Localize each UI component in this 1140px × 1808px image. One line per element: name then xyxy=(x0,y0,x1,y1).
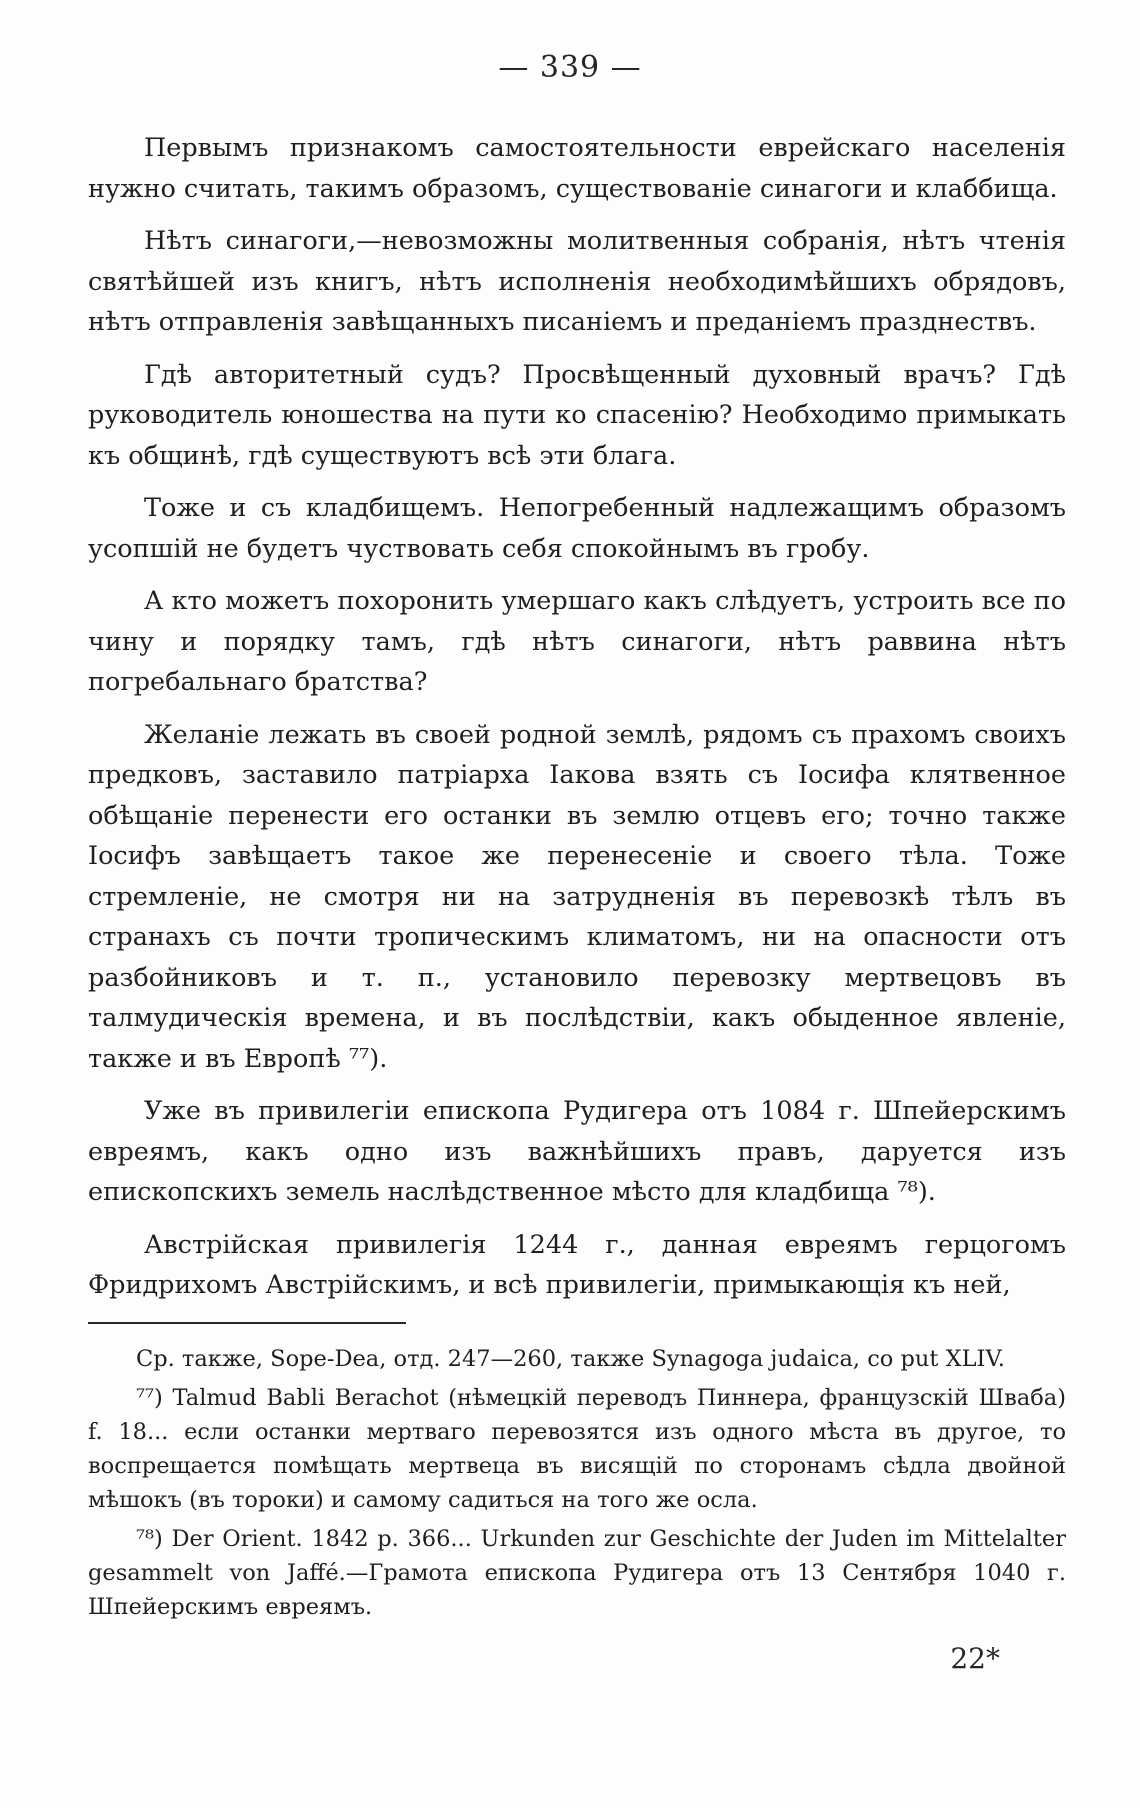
paragraph: Тоже и съ кладбищемъ. Непогребенный надлежащимъ образомъ усопшій не будетъ чуствовать себя спокойнымъ въ гробу. xyxy=(88,493,1066,564)
footnote-divider xyxy=(88,1322,406,1324)
paragraph: А кто можетъ похоронить умершаго какъ слѣдуетъ, устроить все по чину и порядку тамъ, гдѣ нѣтъ синагоги, нѣтъ раввина нѣтъ погребальнаго братства? xyxy=(88,586,1066,697)
signature-mark: 22* xyxy=(950,1642,1000,1675)
footnote-77: ⁷⁷) Talmud Babli Berachot (нѣмецкій переводъ Пиннера, французскій Шваба) f. 18... если останки мертваго перевозятся изъ одного мѣста въ другое, то воспрещается помѣщать мертвеца въ висящій по сторонамъ сѣдла двойной мѣшокъ (въ тороки) и самому садиться на того же осла. xyxy=(88,1385,1066,1513)
paragraph: Гдѣ авторитетный судъ? Просвѣщенный духовный врачъ? Гдѣ руководитель юношества на пути ко спасенію? Необходимо примыкать къ общинѣ, гдѣ существуютъ всѣ эти блага. xyxy=(88,359,1066,471)
paragraph: Первымъ признакомъ самостоятельности еврейскаго населенія нужно считать, такимъ образомъ, существованіе синагоги и клаббища. xyxy=(88,133,1066,204)
footnote: Ср. также, Sope-Dea, отд. 247—260, также Synagoga judaica, со put XLIV. xyxy=(136,1346,1005,1372)
paragraph: Уже въ привилегіи епископа Рудигера отъ 1084 г. Шпейерскимъ евреямъ, какъ одно изъ важнѣйшихъ правъ, даруется изъ епископскихъ земель наслѣдственное мѣсто для кладбища ⁷⁸). xyxy=(88,1096,1066,1207)
paragraph: Австрійская привилегія 1244 г., данная евреямъ герцогомъ Фридрихомъ Австрійскимъ, и всѣ привилегіи, примыкающія къ ней, xyxy=(88,1229,1066,1300)
footnote-78: ⁷⁸) Der Orient. 1842 p. 366... Urkunden zur Geschichte der Juden im Mittelalter gesammelt von Jaffé.—Грамота епископа Рудигера отъ 13 Сентября 1040 г. Шпейерскимъ евреямъ. xyxy=(88,1526,1066,1620)
footnotes xyxy=(88,1342,1066,1629)
page-number: — 339 — xyxy=(498,50,642,85)
main-text xyxy=(88,128,1066,1318)
paragraph: Нѣтъ синагоги,—невозможны молитвенныя собранія, нѣтъ чтенія святѣйшей изъ книгъ, нѣтъ исполненія необходимѣйшихъ обрядовъ, нѣтъ отправленія завѣщанныхъ писаніемъ и преданіемъ празднествъ. xyxy=(88,226,1066,337)
paragraph: Желаніе лежать въ своей родной землѣ, рядомъ съ прахомъ своихъ предковъ, заставило патріарха Іакова взять съ Іосифа клятвенное обѣщаніе перенести его останки въ землю отцевъ его; точно также Іосифъ завѣщаетъ такое же перенесеніе и своего тѣла. Тоже стремленіе, не смотря ни на затрудненія въ перевозкѣ тѣлъ въ странахъ съ почти тропическимъ климатомъ, ни на опасности отъ разбойниковъ и т. п., установило перевозку мертвецовъ въ талмудическія времена, и въ послѣдствіи, какъ обыденное явленіе, также и въ Европѣ ⁷⁷). xyxy=(88,719,1066,1074)
